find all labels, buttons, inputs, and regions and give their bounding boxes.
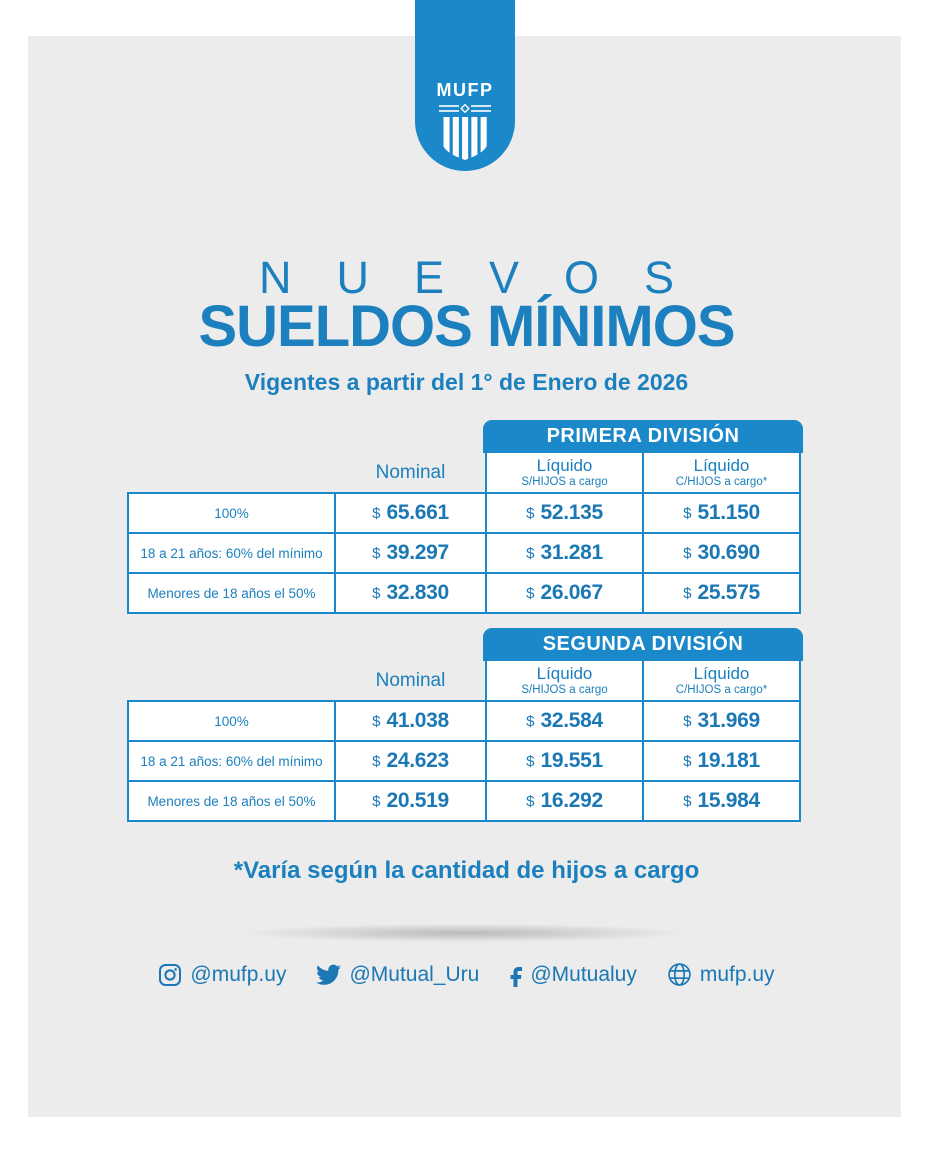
value: 32.830 <box>386 581 449 604</box>
value: 19.551 <box>540 749 603 772</box>
liquido-sin-hijos-value <box>485 532 645 575</box>
row-label: 100% <box>127 700 337 743</box>
value: 30.690 <box>697 541 760 564</box>
segunda-division-table <box>128 628 800 821</box>
value: 31.281 <box>540 541 603 564</box>
con-hijos-label: C/HIJOS a cargo* <box>675 683 768 696</box>
column-header-liquido-con-hijos <box>642 451 802 495</box>
mufp-logo-text: MUFP <box>436 80 494 100</box>
currency-symbol: $ <box>372 752 381 770</box>
currency-symbol: $ <box>526 752 535 770</box>
value: 24.623 <box>386 749 449 772</box>
currency-symbol: $ <box>526 712 535 730</box>
primera-division-header: PRIMERA DIVISIÓN <box>483 420 803 453</box>
value: 25.575 <box>697 581 760 604</box>
divider-shadow <box>155 920 775 946</box>
row-label: 18 a 21 años: 60% del mínimo <box>127 740 337 783</box>
con-hijos-label: C/HIJOS a cargo* <box>675 475 768 488</box>
value: 41.038 <box>386 709 449 732</box>
twitter-handle: @Mutual_Uru <box>349 962 480 986</box>
liquido-con-hijos-value <box>642 532 802 575</box>
social-links-row <box>0 962 933 987</box>
liquido-con-hijos-value <box>642 700 802 743</box>
footnote: *Varía según la cantidad de hijos a cargo <box>233 857 700 884</box>
sin-hijos-label: S/HIJOS a cargo <box>521 475 608 488</box>
effective-date-subtitle: Vigentes a partir del 1° de Enero de 2026 <box>244 369 689 395</box>
mufp-ribbon-logo <box>415 0 515 171</box>
liquido-con-hijos-value <box>642 572 802 615</box>
value: 16.292 <box>540 789 603 812</box>
liquido-sin-hijos-value <box>485 492 645 535</box>
currency-symbol: $ <box>683 504 692 522</box>
value: 32.584 <box>540 709 603 732</box>
currency-symbol: $ <box>372 584 381 602</box>
currency-symbol: $ <box>526 544 535 562</box>
facebook-handle: @Mutualuy <box>530 962 637 986</box>
currency-symbol: $ <box>526 584 535 602</box>
currency-symbol: $ <box>526 504 535 522</box>
page-title: SUELDOS MÍNIMOS <box>198 294 735 359</box>
nominal-value <box>334 740 488 783</box>
value: 20.519 <box>386 789 449 812</box>
value: 65.661 <box>386 501 449 524</box>
liquido-label: Líquido <box>693 664 750 684</box>
primera-division-table <box>128 420 800 613</box>
currency-symbol: $ <box>683 712 692 730</box>
value: 15.984 <box>697 789 760 812</box>
column-header-nominal: Nominal <box>375 669 446 691</box>
column-header-nominal: Nominal <box>375 461 446 483</box>
liquido-sin-hijos-value <box>485 780 645 823</box>
currency-symbol: $ <box>372 712 381 730</box>
liquido-label: Líquido <box>536 664 593 684</box>
liquido-con-hijos-value <box>642 780 802 823</box>
row-label: Menores de 18 años el 50% <box>127 572 337 615</box>
liquido-sin-hijos-value <box>485 572 645 615</box>
value: 19.181 <box>697 749 760 772</box>
currency-symbol: $ <box>683 752 692 770</box>
currency-symbol: $ <box>526 792 535 810</box>
nominal-value <box>334 780 488 823</box>
currency-symbol: $ <box>372 544 381 562</box>
row-label: 18 a 21 años: 60% del mínimo <box>127 532 337 575</box>
nominal-value <box>334 700 488 743</box>
liquido-sin-hijos-value <box>485 700 645 743</box>
segunda-division-header: SEGUNDA DIVISIÓN <box>483 628 803 661</box>
row-label: 100% <box>127 492 337 535</box>
currency-symbol: $ <box>372 792 381 810</box>
twitter-icon <box>316 964 341 986</box>
logo-divider-icon <box>438 104 492 115</box>
website-url: mufp.uy <box>699 962 775 986</box>
facebook-icon <box>509 963 522 987</box>
column-header-liquido-sin-hijos <box>485 659 645 703</box>
liquido-label: Líquido <box>536 456 593 476</box>
liquido-sin-hijos-value <box>485 740 645 783</box>
nominal-value <box>334 572 488 615</box>
instagram-handle: @mufp.uy <box>190 962 287 986</box>
nominal-value <box>334 532 488 575</box>
value: 52.135 <box>540 501 603 524</box>
value: 51.150 <box>697 501 760 524</box>
sin-hijos-label: S/HIJOS a cargo <box>521 683 608 696</box>
column-header-liquido-con-hijos <box>642 659 802 703</box>
facebook-link[interactable] <box>509 963 637 987</box>
instagram-link[interactable] <box>158 963 286 987</box>
liquido-con-hijos-value <box>642 492 802 535</box>
instagram-icon <box>158 963 182 987</box>
value: 26.067 <box>540 581 603 604</box>
shield-icon <box>442 117 488 160</box>
liquido-label: Líquido <box>693 456 750 476</box>
value: 31.969 <box>697 709 760 732</box>
currency-symbol: $ <box>683 792 692 810</box>
globe-icon <box>667 962 692 987</box>
currency-symbol: $ <box>683 544 692 562</box>
currency-symbol: $ <box>683 584 692 602</box>
twitter-link[interactable] <box>316 963 479 987</box>
nominal-value <box>334 492 488 535</box>
column-header-liquido-sin-hijos <box>485 451 645 495</box>
value: 39.297 <box>386 541 449 564</box>
currency-symbol: $ <box>372 504 381 522</box>
row-label: Menores de 18 años el 50% <box>127 780 337 823</box>
liquido-con-hijos-value <box>642 740 802 783</box>
title-nuevos: NUEVOS <box>258 252 720 303</box>
website-link[interactable] <box>667 962 775 987</box>
